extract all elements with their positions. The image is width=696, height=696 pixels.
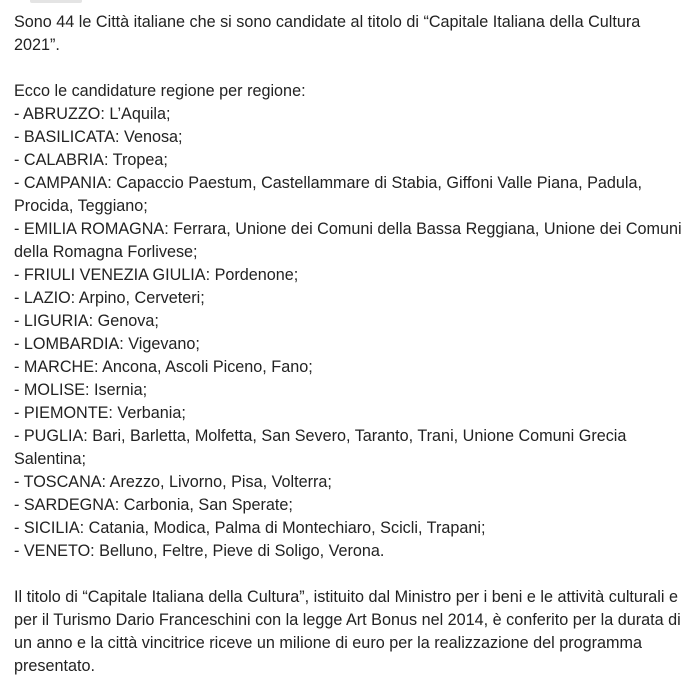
region-item-sardegna: - SARDEGNA: Carbonia, San Sperate; [14, 496, 293, 514]
intro-paragraph: Sono 44 le Città italiane che si sono candidate al titolo di “Capitale Italiana della Cultura 2021”. [14, 13, 641, 54]
region-item-emilia-romagna: - EMILIA ROMAGNA: Ferrara, Unione dei Comuni della Bassa Reggiana, Unione dei Comuni della Romagna Forlivese; [14, 220, 682, 261]
region-item-lazio: - LAZIO: Arpino, Cerveteri; [14, 289, 205, 307]
outro-paragraph: Il titolo di “Capitale Italiana della Cultura”, istituito dal Ministro per i beni e le attività culturali e per il Turismo Dario Franceschini con la legge Art Bonus nel 2014, è conferito per la durata di un anno e la città vincitrice riceve un milione di euro per la realizzazione del programma presentato. [14, 588, 681, 675]
region-item-campania: - CAMPANIA: Capaccio Paestum, Castellammare di Stabia, Giffoni Valle Piana, Padula, Procida, Teggiano; [14, 174, 642, 215]
region-item-liguria: - LIGURIA: Genova; [14, 312, 159, 330]
region-item-molise: - MOLISE: Isernia; [14, 381, 148, 399]
region-list [14, 103, 690, 563]
region-item-sicilia: - SICILIA: Catania, Modica, Palma di Montechiaro, Scicli, Trapani; [14, 519, 486, 537]
region-item-abruzzo: - ABRUZZO: L’Aquila; [14, 105, 171, 123]
region-item-lombardia: - LOMBARDIA: Vigevano; [14, 335, 200, 353]
region-item-piemonte: - PIEMONTE: Verbania; [14, 404, 186, 422]
top-edge-tab [30, 0, 82, 3]
list-heading: Ecco le candidature regione per regione: [14, 82, 306, 100]
region-item-basilicata: - BASILICATA: Venosa; [14, 128, 183, 146]
region-item-calabria: - CALABRIA: Tropea; [14, 151, 168, 169]
post-body [14, 11, 690, 678]
region-item-friuli-venezia-giulia: - FRIULI VENEZIA GIULIA: Pordenone; [14, 266, 299, 284]
region-item-toscana: - TOSCANA: Arezzo, Livorno, Pisa, Volterra; [14, 473, 332, 491]
region-item-puglia: - PUGLIA: Bari, Barletta, Molfetta, San Severo, Taranto, Trani, Unione Comuni Grecia Salentina; [14, 427, 627, 468]
region-item-marche: - MARCHE: Ancona, Ascoli Piceno, Fano; [14, 358, 313, 376]
region-item-veneto: - VENETO: Belluno, Feltre, Pieve di Soligo, Verona. [14, 542, 385, 560]
